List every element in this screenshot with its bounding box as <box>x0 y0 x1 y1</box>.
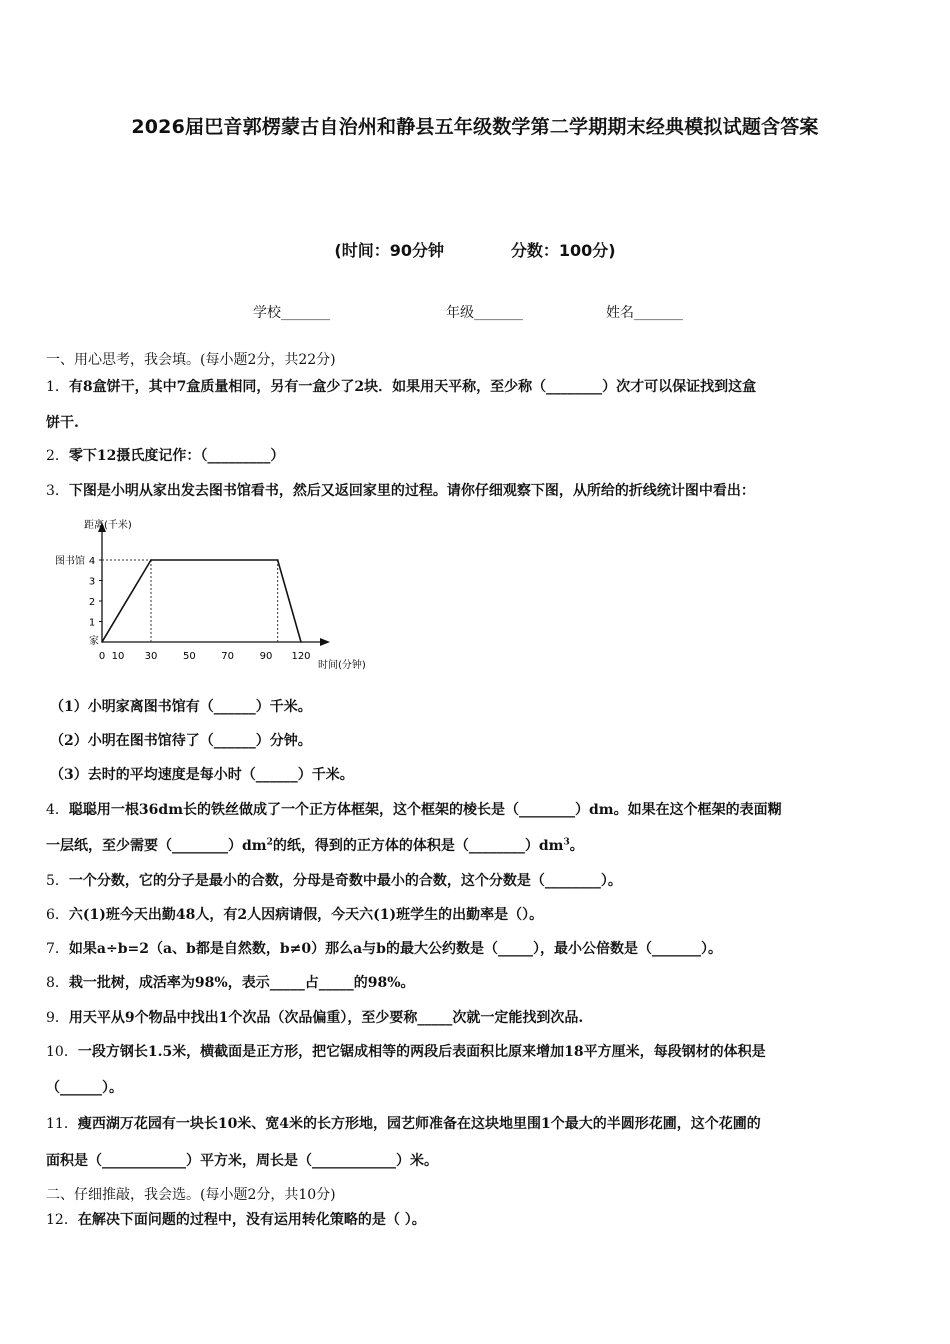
x-tick-label: 70 <box>221 651 235 662</box>
q4-text: 聪聪用一根36dm长的铁丝做成了一个正方体框架，这个框架的棱长是（________）dm。如果在这个框架的表面糊 <box>68 802 782 818</box>
x-tick-label: 50 <box>182 651 196 662</box>
q4-square: 2 <box>266 837 273 848</box>
q9-number: 9． <box>46 1010 69 1026</box>
q8-number: 8． <box>46 975 69 991</box>
q11-number: 11． <box>46 1116 78 1132</box>
q12 <box>46 1210 908 1230</box>
q4-text-b: 的纸，得到的正方体的体积是（________）dm <box>272 838 564 854</box>
q7-text: 如果a÷b=2（a、b都是自然数，b≠0）那么a与b的最大公约数是（_____），最小公倍数是（_______）。 <box>68 941 722 957</box>
data-point <box>277 559 279 561</box>
y-tick-label: 4 <box>88 556 96 567</box>
x-tick-label: 30 <box>144 651 158 662</box>
q4-text-c: 。 <box>569 838 584 854</box>
q12-text: 在解决下面问题的过程中，没有运用转化策略的是（ ）。 <box>77 1212 426 1228</box>
exam-info: (时间：90分钟 分数：100分) <box>334 241 616 260</box>
y-tick-label: 3 <box>88 576 96 588</box>
q5 <box>46 871 908 891</box>
distance-time-chart <box>50 510 390 680</box>
q10-number: 10． <box>46 1044 78 1060</box>
q7-number: 7． <box>46 941 69 957</box>
section2-header: 二、仔细推敲，我会选。(每小题2分，共10分) <box>46 1187 336 1203</box>
q3-sub1: （1）小明家离图书馆有（______）千米。 <box>50 699 312 715</box>
q9 <box>46 1008 908 1028</box>
distance-series-line <box>102 560 301 642</box>
page-title: 2026届巴音郭楞蒙古自治州和静县五年级数学第二学期期末经典模拟试题含答案 <box>131 116 819 138</box>
q4-line1 <box>46 800 908 820</box>
q9-text: 用天平从9个物品中找出1个次品（次品偏重），至少要称_____次就一定能找到次品. <box>68 1010 584 1026</box>
data-point <box>300 641 302 643</box>
q11-text: 瘦西湖万花园有一块长10米、宽4米的长方形地，园艺师准备在这块地里围1个最大的半圆形花圃，这个花圃的 <box>77 1116 761 1132</box>
q8-text: 栽一批树，成活率为98%，表示_____占_____的98%。 <box>68 975 415 991</box>
q3-sub2: （2）小明在图书馆待了（______）分钟。 <box>50 733 312 749</box>
q2-text: 零下12摄氏度记作：（_________） <box>68 448 285 464</box>
q4-line2 <box>46 836 908 856</box>
x-tick-label: 90 <box>259 651 273 662</box>
y-tick-label: 2 <box>88 597 96 608</box>
y-axis-label: 距离(千米) <box>84 520 132 531</box>
q12-number: 12． <box>46 1212 78 1228</box>
q1-number: 1． <box>46 379 69 395</box>
x-axis-label: 时间(分钟) <box>318 660 366 671</box>
q2-number: 2． <box>46 448 69 464</box>
name-field[interactable]: 姓名_______ <box>606 305 683 321</box>
q4-cube: 3 <box>563 837 570 848</box>
grade-field[interactable]: 年级_______ <box>446 305 523 321</box>
q4-number: 4． <box>46 802 69 818</box>
section1-header: 一、用心思考，我会填。(每小题2分，共22分) <box>46 352 336 368</box>
q3-number: 3． <box>46 483 69 499</box>
x-tick-label: 10 <box>111 651 125 662</box>
y-tick-label: 1 <box>88 617 96 629</box>
q10-line2: （______）。 <box>46 1080 123 1096</box>
q3-sub3: （3）去时的平均速度是每小时（______）千米。 <box>50 767 354 783</box>
q4-text-a: 一层纸，至少需要（________）dm <box>46 838 267 854</box>
q8 <box>46 973 908 993</box>
home-label: 家 <box>89 636 99 647</box>
school-field[interactable]: 学校_______ <box>253 305 330 321</box>
data-point <box>150 559 152 561</box>
q3 <box>46 481 908 501</box>
q5-text: 一个分数，它的分子是最小的合数，分母是奇数中最小的合数，这个分数是（________）。 <box>68 873 622 889</box>
x-tick-label: 120 <box>291 651 311 662</box>
q11-line1 <box>46 1114 908 1134</box>
q3-text: 下图是小明从家出发去图书馆看书，然后又返回家里的过程。请你仔细观察下图，从所给的折线统计图中看出： <box>68 483 755 499</box>
q6 <box>46 905 908 925</box>
q5-number: 5． <box>46 873 69 889</box>
data-point <box>101 641 103 643</box>
x-tick-label: 0 <box>98 651 106 662</box>
q2 <box>46 446 908 466</box>
q1-line2: 饼干. <box>46 415 79 431</box>
q1-text: 有8盒饼干，其中7盒质量相同，另有一盒少了2块．如果用天平称，至少称（________）次才可以保证找到这盒 <box>68 379 757 395</box>
x-axis-arrow <box>320 638 330 646</box>
q7 <box>46 939 908 959</box>
q10-line1 <box>46 1042 908 1062</box>
q6-number: 6． <box>46 907 69 923</box>
q11-line2: 面积是（____________）平方米，周长是（____________）米。 <box>46 1153 438 1169</box>
q1-line1 <box>46 377 908 397</box>
q10-text: 一段方钢长1.5米，横截面是正方形，把它锯成相等的两段后表面积比原来增加18平方厘米，每段钢材的体积是 <box>77 1044 766 1060</box>
q6-text: 六(1)班今天出勤48人，有2人因病请假，今天六(1)班学生的出勤率是（）。 <box>68 907 544 923</box>
library-label: 图书馆 <box>55 556 85 567</box>
